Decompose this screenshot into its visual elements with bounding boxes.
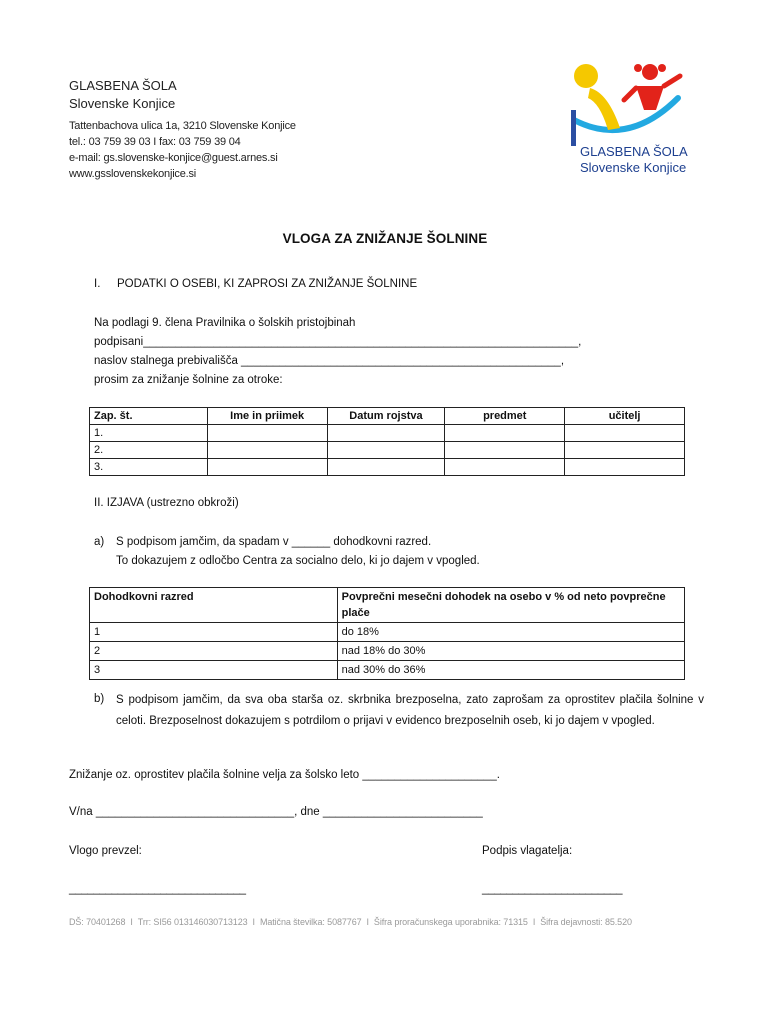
name-cell[interactable] <box>207 459 327 476</box>
birthdate-cell[interactable] <box>327 425 445 442</box>
school-header <box>69 77 389 182</box>
row-number: 1. <box>90 425 208 442</box>
row-number: 3. <box>90 459 208 476</box>
logo-line-2: Slovenske Konjice <box>580 160 687 175</box>
school-email: e-mail: gs.slovenske-konjice@guest.arnes.si <box>69 152 278 164</box>
header-ucitelj: učitelj <box>565 408 685 425</box>
row-number: 2. <box>90 442 208 459</box>
section-1-body <box>94 314 654 390</box>
header-income-average: Povprečni mesečni dohodek na osebo v % od neto povprečne plače <box>337 588 684 623</box>
footer: DŠ: 70401268 I Trr: SI56 013146030713123 I Matična številka: 5087767 I Šifra proračunskega uporabnika: 71315 I Šifra dejavnosti: 85.520 <box>69 917 632 927</box>
header-datum-rojstva: Datum rojstva <box>327 408 445 425</box>
section-1-heading: PODATKI O OSEBI, KI ZAPROSI ZA ZNIŽANJE ŠOLNINE <box>117 278 418 290</box>
income-class-range: nad 18% do 30% <box>337 642 684 661</box>
declaration-b <box>94 690 704 732</box>
section-1-number: I. <box>94 278 101 290</box>
request-line: prosim za znižanje šolnine za otroke: <box>94 374 283 386</box>
name-cell[interactable] <box>207 425 327 442</box>
declaration-b-letter: b) <box>94 693 105 705</box>
table-row <box>90 425 685 442</box>
school-logo <box>568 58 708 183</box>
teacher-cell[interactable] <box>565 459 685 476</box>
income-class-range: nad 30% do 36% <box>337 661 684 680</box>
header-predmet: predmet <box>445 408 565 425</box>
income-class-number: 3 <box>90 661 338 680</box>
header-zap-st: Zap. št. <box>90 408 208 425</box>
applicant-signature-line[interactable]: _______________________ <box>482 883 623 895</box>
table-row <box>90 442 685 459</box>
header-ime-priimek: Ime in priimek <box>207 408 327 425</box>
children-table <box>89 407 685 476</box>
logo-line-1: GLASBENA ŠOLA <box>580 144 688 159</box>
subject-cell[interactable] <box>445 442 565 459</box>
teacher-cell[interactable] <box>565 442 685 459</box>
table-row[interactable] <box>90 623 685 642</box>
section-1-title <box>94 278 417 290</box>
income-table-header-row <box>90 588 685 623</box>
place-date-line[interactable]: V/na _______________________________, dne _________________________ <box>69 806 483 818</box>
footer-trr: Trr: SI56 013146030713123 <box>137 917 248 927</box>
legal-basis-line: Na podlagi 9. člena Pravilnika o šolskih pristojbinah <box>94 317 356 329</box>
school-town: Slovenske Konjice <box>69 96 176 111</box>
address-line[interactable]: naslov stalnega prebivališča __________________________________________________, <box>94 355 565 367</box>
signature-label: Podpis vlagatelja: <box>482 845 573 857</box>
header-income-class: Dohodkovni razred <box>90 588 338 623</box>
footer-sifra-pu: Šifra proračunskega uporabnika: 71315 <box>373 917 528 927</box>
teacher-cell[interactable] <box>565 425 685 442</box>
footer-maticna: Matična številka: 5087767 <box>259 917 362 927</box>
declaration-a <box>94 533 704 571</box>
birthdate-cell[interactable] <box>327 442 445 459</box>
subject-cell[interactable] <box>445 425 565 442</box>
declaration-a-letter: a) <box>94 536 105 548</box>
school-address: Tattenbachova ulica 1a, 3210 Slovenske Konjice <box>69 120 296 132</box>
school-year-line[interactable]: Znižanje oz. oprostitev plačila šolnine velja za šolsko leto _____________________. <box>69 769 500 781</box>
income-class-number: 2 <box>90 642 338 661</box>
signee-line[interactable]: podpisani____________________________________________________________________, <box>94 336 582 348</box>
footer-sifra-dej: Šifra dejavnosti: 85.520 <box>540 917 632 927</box>
school-name: GLASBENA ŠOLA <box>69 78 177 93</box>
received-label: Vlogo prevzel: <box>69 845 142 857</box>
income-class-table <box>89 587 685 680</box>
birthdate-cell[interactable] <box>327 459 445 476</box>
income-class-range: do 18% <box>337 623 684 642</box>
logo-text <box>580 144 688 176</box>
name-cell[interactable] <box>207 442 327 459</box>
section-2-title: II. IZJAVA (ustrezno obkroži) <box>94 497 239 509</box>
school-web: www.gsslovenskekonjice.si <box>69 168 197 180</box>
table-row[interactable] <box>90 642 685 661</box>
footer-ds: DŠ: 70401268 <box>69 917 126 927</box>
declaration-a-line-2: To dokazujem z odločbo Centra za socialno delo, ki jo dajem v vpogled. <box>116 555 480 567</box>
school-phone: tel.: 03 759 39 03 I fax: 03 759 39 04 <box>69 136 241 148</box>
table-row[interactable] <box>90 661 685 680</box>
declaration-a-line-1[interactable]: S podpisom jamčim, da spadam v ______ dohodkovni razred. <box>116 536 432 548</box>
received-signature-line[interactable]: _____________________________ <box>69 883 246 895</box>
income-class-number: 1 <box>90 623 338 642</box>
children-table-header-row <box>90 408 685 425</box>
table-row <box>90 459 685 476</box>
document-title: VLOGA ZA ZNIŽANJE ŠOLNINE <box>282 231 488 246</box>
declaration-b-text: S podpisom jamčim, da sva oba starša oz. skrbnika brezposelna, zato zaprošam za oprostitev plačila šolnine v celoti. Brezposelnost dokazujem s potrdilom o prijavi v evidenco brezposelnih oseb, ki jo dajem v vpogled. <box>116 694 704 727</box>
subject-cell[interactable] <box>445 459 565 476</box>
logo-figures-icon <box>568 58 708 148</box>
